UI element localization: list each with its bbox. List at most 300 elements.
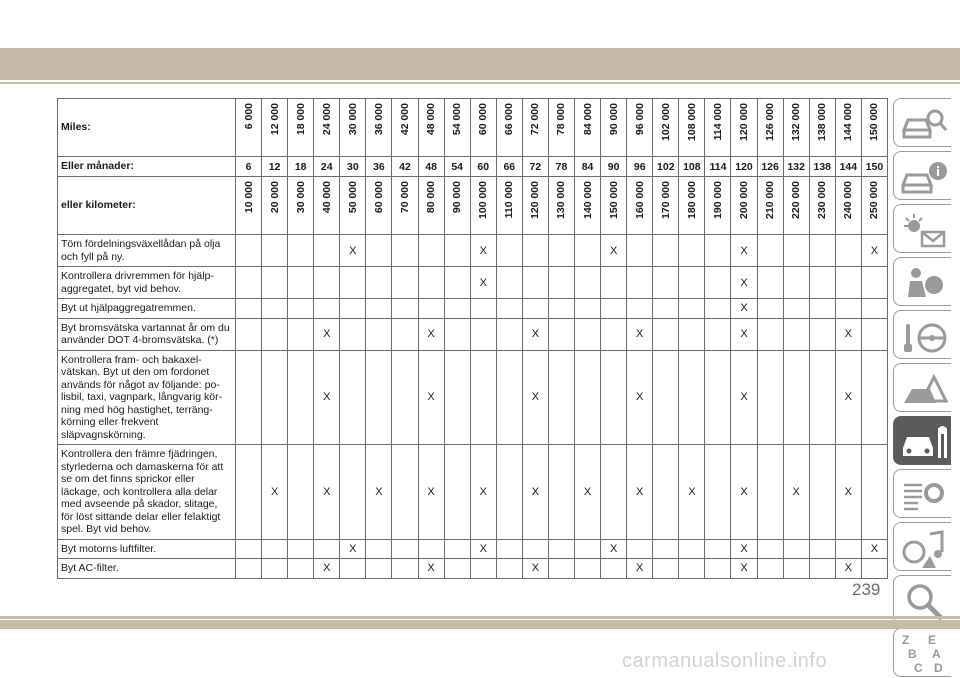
schedule-cell — [236, 299, 262, 319]
schedule-cell — [679, 267, 705, 299]
interval-value: 132 000 — [790, 103, 803, 141]
schedule-cell — [522, 299, 548, 319]
interval-value: 132 — [783, 157, 809, 177]
schedule-cell: X — [835, 559, 861, 579]
schedule-cell — [809, 445, 835, 540]
schedule-cell — [809, 559, 835, 579]
header-band — [0, 48, 960, 80]
schedule-cell — [236, 559, 262, 579]
schedule-cell — [366, 299, 392, 319]
interval-header-cell — [731, 177, 757, 235]
schedule-cell — [340, 445, 366, 540]
schedule-cell — [288, 299, 314, 319]
interval-value: 170 000 — [659, 181, 672, 219]
schedule-cell — [340, 350, 366, 445]
schedule-cell — [392, 299, 418, 319]
schedule-cell — [236, 318, 262, 350]
interval-header-cell — [653, 99, 679, 157]
schedule-cell — [783, 559, 809, 579]
schedule-cell: X — [835, 350, 861, 445]
schedule-cell — [809, 539, 835, 559]
schedule-cell — [548, 267, 574, 299]
schedule-cell — [288, 318, 314, 350]
interval-value: 70 000 — [399, 181, 411, 214]
schedule-cell — [809, 267, 835, 299]
schedule-cell — [705, 299, 731, 319]
schedule-cell: X — [627, 445, 653, 540]
interval-header-cell — [340, 177, 366, 235]
schedule-cell — [757, 299, 783, 319]
interval-header-cell — [601, 99, 627, 157]
schedule-cell — [340, 559, 366, 579]
schedule-cell — [470, 299, 496, 319]
schedule-cell — [627, 235, 653, 267]
schedule-cell — [601, 318, 627, 350]
interval-header-cell — [731, 99, 757, 157]
schedule-cell — [496, 445, 522, 540]
footer-band — [0, 620, 960, 629]
interval-header-cell — [757, 177, 783, 235]
interval-value: 50 000 — [346, 181, 359, 214]
schedule-cell: X — [731, 318, 757, 350]
interval-value: 180 000 — [685, 181, 698, 219]
task-label: Töm fördelningsväxellådan på olja och fyll på ny. — [58, 235, 236, 267]
schedule-cell: X — [731, 299, 757, 319]
car-info-icon — [900, 157, 948, 197]
schedule-cell — [444, 267, 470, 299]
interval-header-cell — [418, 99, 444, 157]
schedule-cell — [679, 559, 705, 579]
schedule-cell — [757, 267, 783, 299]
schedule-cell — [262, 235, 288, 267]
schedule-cell — [418, 299, 444, 319]
schedule-cell — [418, 267, 444, 299]
interval-header-cell — [366, 177, 392, 235]
chapter-tab-7[interactable] — [893, 469, 951, 518]
schedule-cell — [470, 350, 496, 445]
schedule-cell — [757, 445, 783, 540]
table-row — [58, 559, 888, 579]
interval-value: 42 000 — [399, 103, 411, 136]
index-letter: Z — [902, 633, 910, 647]
schedule-cell: X — [679, 445, 705, 540]
schedule-cell — [653, 559, 679, 579]
interval-value: 90 — [601, 157, 627, 177]
interval-header-cell — [340, 99, 366, 157]
chapter-tab-5[interactable] — [893, 363, 951, 412]
schedule-cell — [575, 299, 601, 319]
schedule-cell — [653, 318, 679, 350]
schedule-cell — [548, 235, 574, 267]
schedule-cell — [444, 559, 470, 579]
interval-value: 210 000 — [764, 181, 777, 219]
schedule-cell: X — [470, 235, 496, 267]
schedule-cell — [522, 539, 548, 559]
schedule-cell: X — [314, 445, 340, 540]
schedule-cell: X — [731, 235, 757, 267]
interval-header-cell — [522, 177, 548, 235]
task-label: Byt motorns luftfilter. — [58, 539, 236, 559]
schedule-cell: X — [340, 539, 366, 559]
interval-header-cell — [548, 99, 574, 157]
schedule-cell — [314, 299, 340, 319]
schedule-cell — [783, 350, 809, 445]
interval-value: 100 000 — [477, 181, 490, 219]
schedule-cell — [601, 267, 627, 299]
task-label: Kontrollera den främre fjädringen, styrlederna och damaskerna för att se om det finns sprickor eller läckage, och kontrollera alla delar med avseende på skador, slitage, för löst sittande delar eller felaktigt spel. Byt vid behov. — [58, 445, 236, 540]
schedule-cell: X — [731, 267, 757, 299]
schedule-cell — [288, 559, 314, 579]
schedule-cell: X — [522, 559, 548, 579]
alphabet-index-icon — [900, 633, 946, 675]
interval-header-cell — [392, 177, 418, 235]
interval-value: 36 — [366, 157, 392, 177]
interval-value: 250 000 — [868, 181, 881, 219]
schedule-cell — [288, 539, 314, 559]
schedule-cell — [236, 267, 262, 299]
watermark: carmanualsonline.info — [622, 650, 828, 672]
schedule-cell — [705, 267, 731, 299]
schedule-cell — [392, 539, 418, 559]
interval-header-cell — [575, 177, 601, 235]
schedule-cell — [392, 267, 418, 299]
schedule-cell — [418, 539, 444, 559]
schedule-cell: X — [470, 539, 496, 559]
schedule-cell — [496, 350, 522, 445]
chapter-tab-2[interactable] — [893, 204, 951, 253]
schedule-cell — [470, 559, 496, 579]
schedule-cell — [705, 559, 731, 579]
schedule-cell: X — [314, 318, 340, 350]
interval-value: 30 000 — [294, 181, 307, 214]
schedule-cell — [262, 318, 288, 350]
schedule-cell — [522, 267, 548, 299]
schedule-cell — [653, 445, 679, 540]
interval-value: 78 000 — [555, 103, 568, 136]
schedule-cell — [679, 235, 705, 267]
interval-value: 140 000 — [581, 181, 594, 219]
schedule-cell — [262, 299, 288, 319]
interval-header-cell — [705, 177, 731, 235]
interval-header-cell — [262, 99, 288, 157]
schedule-cell: X — [731, 350, 757, 445]
interval-value: 130 000 — [555, 181, 568, 219]
interval-value: 54 000 — [451, 103, 464, 136]
interval-value: 84 000 — [581, 103, 594, 136]
schedule-cell — [262, 559, 288, 579]
schedule-cell — [444, 445, 470, 540]
schedule-cell — [627, 539, 653, 559]
schedule-cell — [835, 299, 861, 319]
schedule-cell — [809, 318, 835, 350]
interval-value: 200 000 — [738, 181, 751, 219]
header-row — [58, 177, 888, 235]
interval-header-cell — [861, 177, 887, 235]
schedule-cell — [548, 350, 574, 445]
schedule-cell — [783, 235, 809, 267]
interval-value: 80 000 — [425, 181, 438, 214]
table-row — [58, 267, 888, 299]
interval-header-cell — [548, 177, 574, 235]
interval-header-cell — [627, 99, 653, 157]
schedule-cell — [444, 235, 470, 267]
table-row — [58, 299, 888, 319]
schedule-cell — [783, 539, 809, 559]
interval-value: 150 000 — [607, 181, 620, 219]
schedule-cell — [679, 350, 705, 445]
header-label: Miles: — [58, 99, 236, 157]
schedule-cell — [288, 445, 314, 540]
index-letter: D — [934, 661, 943, 675]
car-search-icon — [900, 104, 948, 144]
schedule-cell: X — [470, 267, 496, 299]
chapter-tab-10[interactable] — [893, 628, 951, 677]
schedule-cell — [575, 318, 601, 350]
schedule-cell — [496, 299, 522, 319]
schedule-cell — [653, 350, 679, 445]
schedule-cell — [601, 299, 627, 319]
schedule-cell: X — [522, 445, 548, 540]
interval-value: 96 000 — [633, 103, 646, 136]
schedule-cell — [548, 318, 574, 350]
schedule-cell: X — [418, 350, 444, 445]
schedule-cell — [653, 539, 679, 559]
schedule-cell — [340, 267, 366, 299]
index-letter: C — [914, 661, 923, 675]
interval-header-cell — [288, 177, 314, 235]
interval-value: 12 000 — [268, 103, 281, 136]
schedule-cell — [757, 539, 783, 559]
interval-header-cell — [470, 99, 496, 157]
schedule-cell — [783, 267, 809, 299]
schedule-cell — [522, 235, 548, 267]
schedule-cell — [444, 539, 470, 559]
schedule-cell — [809, 299, 835, 319]
maintenance-schedule-table — [57, 98, 888, 579]
schedule-cell — [548, 299, 574, 319]
interval-value: 190 000 — [711, 181, 724, 219]
chapter-tab-3[interactable] — [893, 257, 951, 306]
schedule-cell — [366, 350, 392, 445]
interval-value: 230 000 — [816, 181, 829, 219]
schedule-cell — [392, 350, 418, 445]
schedule-cell: X — [340, 235, 366, 267]
header-rule — [0, 82, 960, 84]
schedule-cell: X — [861, 235, 887, 267]
schedule-cell: X — [627, 559, 653, 579]
task-label: Byt AC-filter. — [58, 559, 236, 579]
schedule-cell — [496, 318, 522, 350]
schedule-cell — [679, 318, 705, 350]
interval-value: 60 000 — [372, 181, 385, 214]
table-row — [58, 539, 888, 559]
schedule-cell — [392, 559, 418, 579]
schedule-cell — [575, 539, 601, 559]
interval-value: 110 000 — [503, 181, 516, 219]
steering-wheel-icon — [900, 316, 948, 356]
interval-header-cell — [575, 99, 601, 157]
interval-value: 30 000 — [346, 103, 359, 136]
schedule-cell — [861, 318, 887, 350]
table-row — [58, 445, 888, 540]
schedule-cell: X — [861, 539, 887, 559]
interval-value: 102 000 — [659, 103, 672, 141]
warning-lights-icon — [900, 210, 948, 250]
interval-value: 60 000 — [477, 103, 490, 136]
schedule-cell — [366, 318, 392, 350]
schedule-cell — [575, 559, 601, 579]
chapter-tab-0[interactable] — [893, 98, 951, 147]
schedule-cell — [314, 235, 340, 267]
schedule-cell — [679, 299, 705, 319]
schedule-cell — [757, 235, 783, 267]
interval-header-cell — [314, 99, 340, 157]
schedule-cell — [314, 539, 340, 559]
schedule-cell: X — [262, 445, 288, 540]
schedule-cell — [705, 350, 731, 445]
schedule-cell: X — [731, 539, 757, 559]
task-label: Kontrollera fram- och bakaxel-vätskan. Byt ut den om fordonet används för något av följande: po-lisbil, taxi, vagnpark, långvarig kör-ning med hög hastighet, terräng-körning eller frekvent släpvagnskörning. — [58, 350, 236, 445]
interval-value: 120 — [731, 157, 757, 177]
interval-value: 96 — [627, 157, 653, 177]
chapter-tab-8[interactable] — [893, 522, 951, 571]
interval-value: 66 — [496, 157, 522, 177]
schedule-cell: X — [627, 318, 653, 350]
interval-value: 120 000 — [738, 103, 751, 141]
interval-value: 60 — [470, 157, 496, 177]
interval-value: 12 — [262, 157, 288, 177]
schedule-cell — [653, 235, 679, 267]
index-letter: A — [932, 647, 941, 661]
schedule-cell — [835, 539, 861, 559]
interval-value: 6 000 — [242, 103, 255, 130]
interval-value: 114 000 — [711, 103, 724, 141]
index-letter: B — [908, 647, 917, 661]
schedule-cell — [418, 235, 444, 267]
interval-header-cell — [705, 99, 731, 157]
interval-value: 72 000 — [529, 103, 542, 136]
interval-value: 78 — [548, 157, 574, 177]
schedule-cell: X — [470, 445, 496, 540]
interval-value: 90 000 — [607, 103, 620, 136]
task-label: Byt ut hjälpaggregatremmen. — [58, 299, 236, 319]
interval-value: 114 — [705, 157, 731, 177]
interval-header-cell — [757, 99, 783, 157]
schedule-cell — [705, 318, 731, 350]
task-label: Kontrollera drivremmen för hjälp-aggregatet, byt vid behov. — [58, 267, 236, 299]
interval-value: 90 000 — [451, 181, 464, 214]
schedule-cell: X — [522, 350, 548, 445]
header-row — [58, 157, 888, 177]
interval-header-cell — [496, 99, 522, 157]
roadside-warning-icon — [900, 369, 948, 409]
schedule-cell: X — [418, 445, 444, 540]
interval-value: 20 000 — [268, 181, 281, 214]
chapter-tab-4[interactable] — [893, 310, 951, 359]
schedule-cell — [705, 445, 731, 540]
schedule-cell — [314, 267, 340, 299]
schedule-cell — [262, 539, 288, 559]
schedule-cell — [340, 299, 366, 319]
interval-value: 138 — [809, 157, 835, 177]
schedule-cell — [548, 445, 574, 540]
schedule-cell — [444, 318, 470, 350]
interval-header-cell — [679, 177, 705, 235]
schedule-cell — [366, 235, 392, 267]
interval-value: 24 — [314, 157, 340, 177]
schedule-cell — [601, 445, 627, 540]
interval-header-cell — [236, 177, 262, 235]
schedule-cell — [757, 350, 783, 445]
interval-header-cell — [783, 177, 809, 235]
interval-value: 144 000 — [842, 103, 855, 141]
interval-value: 72 — [522, 157, 548, 177]
page-number: 239 — [852, 580, 881, 599]
interval-value: 108 — [679, 157, 705, 177]
interval-value: 138 000 — [816, 103, 829, 141]
table-row — [58, 318, 888, 350]
schedule-cell — [288, 267, 314, 299]
schedule-cell — [340, 318, 366, 350]
interval-value: 108 000 — [685, 103, 698, 141]
interval-value: 18 000 — [294, 103, 307, 136]
interval-header-cell — [835, 99, 861, 157]
header-row — [58, 99, 888, 157]
interval-header-cell — [809, 99, 835, 157]
interval-header-cell — [835, 177, 861, 235]
schedule-cell: X — [575, 445, 601, 540]
schedule-cell — [496, 539, 522, 559]
footer-rule — [0, 616, 960, 619]
schedule-cell — [835, 235, 861, 267]
interval-value: 48 — [418, 157, 444, 177]
schedule-cell — [861, 267, 887, 299]
chapter-tab-6[interactable] — [893, 416, 951, 465]
multimedia-icon — [900, 528, 948, 568]
schedule-cell — [548, 539, 574, 559]
schedule-cell — [366, 559, 392, 579]
schedule-cell — [705, 539, 731, 559]
header-label: eller kilometer: — [58, 177, 236, 235]
specs-gear-icon — [900, 475, 948, 515]
schedule-cell — [575, 267, 601, 299]
maintenance-schedule-table-wrapper — [57, 98, 887, 579]
interval-header-cell — [601, 177, 627, 235]
schedule-cell: X — [601, 539, 627, 559]
interval-header-cell — [444, 99, 470, 157]
schedule-cell — [575, 350, 601, 445]
schedule-cell — [835, 267, 861, 299]
schedule-cell: X — [522, 318, 548, 350]
interval-value: 150 — [861, 157, 887, 177]
interval-header-cell — [444, 177, 470, 235]
schedule-cell — [470, 318, 496, 350]
schedule-cell: X — [314, 350, 340, 445]
schedule-cell — [783, 318, 809, 350]
interval-value: 160 000 — [633, 181, 646, 219]
interval-header-cell — [809, 177, 835, 235]
interval-value: 42 — [392, 157, 418, 177]
interval-value: 24 000 — [320, 103, 333, 136]
chapter-tab-1[interactable] — [893, 151, 951, 200]
interval-value: 66 000 — [503, 103, 516, 136]
schedule-cell — [236, 539, 262, 559]
interval-value: 84 — [575, 157, 601, 177]
interval-header-cell — [366, 99, 392, 157]
interval-value: 18 — [288, 157, 314, 177]
schedule-cell — [861, 445, 887, 540]
schedule-cell — [392, 318, 418, 350]
